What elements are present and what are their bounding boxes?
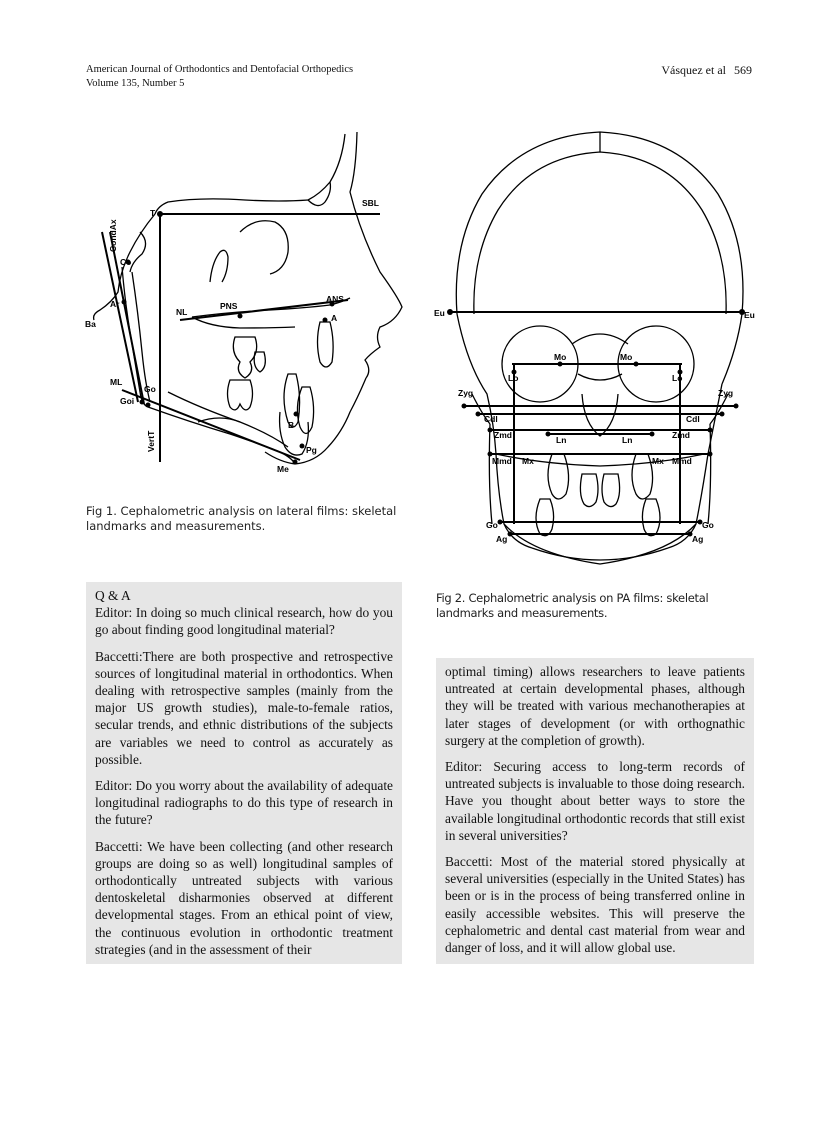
label-pg: Pg	[306, 445, 317, 455]
qa-answer-2-continued: optimal timing) allows researchers to leave patients untreated at certain developmental phases, although they will be treated with various mechanotherapies at later stages of development (or with orthognathic surgery at the completion of growth).	[445, 664, 745, 748]
label-ans: ANS	[326, 294, 344, 304]
label-go: Go	[144, 384, 156, 394]
label-ba: Ba	[85, 319, 96, 329]
label-sbl: SBL	[362, 198, 379, 208]
running-header-left	[86, 63, 353, 91]
label-zyg-right: Zyg	[718, 388, 734, 398]
label-cdl-left: Cdl	[484, 414, 498, 424]
qa-answer-1: Baccetti:There are both prospective and retrospective sources of longitudinal material in orthodontics. When dealing with retrospective samples (mainly from the major US growth studies), male-to-female ratios, secular trends, and ethnic distributions of the subjects are variables we need to control as accurately as possible.	[95, 648, 393, 767]
label-condax: CondAx	[108, 219, 118, 252]
label-ln-right: Ln	[622, 435, 633, 445]
label-zmd-right: Zmd	[672, 430, 690, 440]
qa-answer-2: Baccetti: We have been collecting (and other research groups are doing so as well) longitudinal samples of orthodontically untreated subjects with various dentoskeletal disharmonies observed at different developmental stages. From an ethical point of view, the continuous evolution in orthodontic treatment strategies (and in the assessment of their	[95, 838, 393, 957]
label-co: Co	[120, 257, 132, 267]
label-ln-left: Ln	[556, 435, 567, 445]
label-eu-right: Eu	[744, 310, 755, 320]
label-nl: NL	[176, 307, 188, 317]
label-goi: Goi	[120, 396, 135, 406]
qa-heading: Q & A	[95, 588, 131, 603]
label-go-right: Go	[702, 520, 714, 530]
qa-box-right	[436, 658, 754, 964]
journal-title: American Journal of Orthodontics and Dentofacial Orthopedics	[86, 64, 354, 75]
page-number: 569	[734, 63, 752, 77]
fig2-pa-ceph-drawing	[432, 124, 762, 574]
authors: Vásquez et al	[661, 63, 726, 77]
qa-question-3: Editor: Securing access to long-term records of untreated subjects is invaluable to those doing research. Have you thought about better ways to store the available longitudinal orthodontic records that still exist in several universities?	[445, 759, 745, 843]
label-vert: VertT	[146, 430, 156, 452]
label-zmd-left: Zmd	[494, 430, 512, 440]
fig2-caption: Fig 2. Cephalometric analysis on PA films: skeletal landmarks and measurements.	[436, 591, 709, 620]
label-t: T	[150, 208, 156, 218]
label-zyg-left: Zyg	[458, 388, 474, 398]
label-cdl-right: Cdl	[686, 414, 700, 424]
label-go-left: Go	[486, 520, 498, 530]
label-mx-left: Mx	[522, 456, 534, 466]
label-lo-left: Lo	[508, 373, 519, 383]
label-pns: PNS	[220, 301, 238, 311]
label-lo-right: Lo	[672, 373, 683, 383]
qa-answer-3: Baccetti: Most of the material stored physically at several universities (especially in the United States) has been or is in the process of being transferred online in easily accessible websites. This will preserve the cephalometric and dental cast material from wear and danger of loss, and it will allow global use.	[445, 854, 745, 956]
label-ml: ML	[110, 377, 123, 387]
label-mmd-left: Mmd	[492, 456, 512, 466]
journal-volume: Volume 135, Number 5	[86, 78, 185, 89]
label-eu-left: Eu	[434, 308, 445, 318]
qa-question-2: Editor: Do you worry about the availability of adequate longitudinal radiographs to do this type of research in the future?	[95, 778, 393, 828]
label-ar: Ar	[110, 299, 120, 309]
label-me: Me	[277, 464, 289, 474]
label-mo-left: Mo	[554, 352, 567, 362]
qa-question-1: Editor: In doing so much clinical research, how do you go about finding good longitudinal material?	[95, 605, 393, 638]
label-ag-right: Ag	[692, 534, 704, 544]
qa-box-left	[86, 582, 402, 964]
label-a: A	[331, 313, 338, 323]
fig1-lateral-ceph-drawing	[80, 122, 410, 482]
label-ag-left: Ag	[496, 534, 508, 544]
fig1-caption: Fig 1. Cephalometric analysis on lateral films: skeletal landmarks and measurements.	[86, 504, 397, 533]
running-header-right	[661, 63, 752, 78]
label-b: B	[288, 420, 295, 430]
label-mmd-right: Mmd	[672, 456, 692, 466]
label-mo-right: Mo	[620, 352, 633, 362]
label-mx-right: Mx	[652, 456, 664, 466]
